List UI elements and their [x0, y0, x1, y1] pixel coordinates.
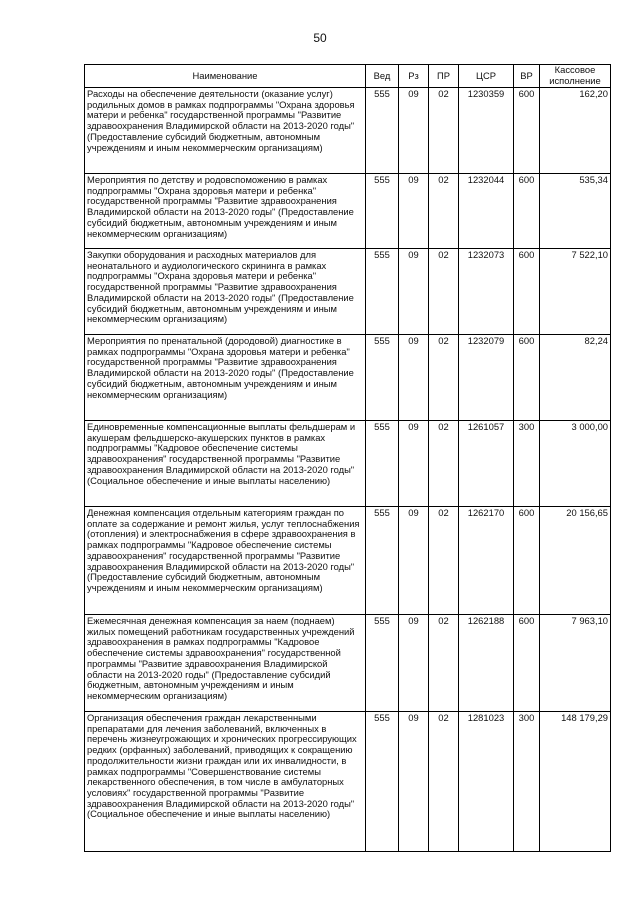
row-csr: 1230359	[459, 88, 514, 174]
row-ved: 555	[366, 335, 399, 421]
row-amount: 7 963,10	[540, 615, 611, 712]
table-row	[85, 335, 611, 421]
row-amount: 148 179,29	[540, 712, 611, 852]
row-vr: 600	[514, 615, 540, 712]
row-ved: 555	[366, 249, 399, 335]
row-name: Мероприятия по пренатальной (дородовой) диагностике в рамках подпрограммы "Охрана здоровья матери и ребенка" государственной программы "Развитие здравоохранения Владимирской области на 2013-2020 годы" (Предоставление субсидий бюджетным, автономным учреждениям и иным некоммерческим организациям)	[85, 335, 366, 421]
row-pr: 02	[429, 615, 459, 712]
row-rz: 09	[399, 615, 429, 712]
header-csr: ЦСР	[459, 65, 514, 88]
row-rz: 09	[399, 421, 429, 507]
row-amount: 20 156,65	[540, 507, 611, 615]
row-rz: 09	[399, 712, 429, 852]
row-name: Организация обеспечения граждан лекарственными препаратами для лечения заболеваний, включенных в перечень жизнеугрожающих и хронических прогрессирующих редких (орфанных) заболеваний, приводящих к сокращению продолжительности жизни граждан или их инвалидности, в рамках подпрограммы "Совершенствование системы лекарственного обеспечения, в том числе в амбулаторных условиях" государственной программы "Развитие здравоохранения Владимирской области на 2013-2020 годы" (Социальное обеспечение и иные выплаты населению)	[85, 712, 366, 852]
row-pr: 02	[429, 507, 459, 615]
row-pr: 02	[429, 712, 459, 852]
table-row	[85, 174, 611, 249]
header-kassovoe: Кассовое исполнение	[540, 65, 611, 88]
header-vr: ВР	[514, 65, 540, 88]
row-vr: 600	[514, 249, 540, 335]
row-pr: 02	[429, 335, 459, 421]
row-csr: 1262170	[459, 507, 514, 615]
row-ved: 555	[366, 615, 399, 712]
row-vr: 300	[514, 421, 540, 507]
row-pr: 02	[429, 174, 459, 249]
row-name: Расходы на обеспечение деятельности (оказание услуг) родильных домов в рамках подпрограммы "Охрана здоровья матери и ребенка" государственной программы "Развитие здравоохранения Владимирской области на 2013-2020 годы" (Предоставление субсидий бюджетным, автономным учреждениям и иным некоммерческим организациям)	[85, 88, 366, 174]
table-row	[85, 507, 611, 615]
row-ved: 555	[366, 174, 399, 249]
table-row	[85, 421, 611, 507]
row-name: Денежная компенсация отдельным категориям граждан по оплате за содержание и ремонт жилья, услуг теплоснабжения (отопления) и электроснабжения в сфере здравоохранения в рамках подпрограммы "Кадровое обеспечение системы здравоохранения" государственной программы "Развитие здравоохранения Владимирской области на 2013-2020 годы" (Предоставление субсидий бюджетным, автономным учреждениям и иным некоммерческим организациям)	[85, 507, 366, 615]
row-amount: 7 522,10	[540, 249, 611, 335]
header-pr: ПР	[429, 65, 459, 88]
row-csr: 1281023	[459, 712, 514, 852]
table-row	[85, 249, 611, 335]
row-csr: 1232079	[459, 335, 514, 421]
row-rz: 09	[399, 88, 429, 174]
table-row	[85, 712, 611, 852]
row-csr: 1262188	[459, 615, 514, 712]
row-amount: 3 000,00	[540, 421, 611, 507]
header-ved: Вед	[366, 65, 399, 88]
table-row	[85, 615, 611, 712]
row-pr: 02	[429, 88, 459, 174]
row-pr: 02	[429, 249, 459, 335]
row-rz: 09	[399, 249, 429, 335]
row-amount: 535,34	[540, 174, 611, 249]
table-header-row	[85, 65, 611, 88]
row-vr: 300	[514, 712, 540, 852]
row-vr: 600	[514, 507, 540, 615]
table-row	[85, 88, 611, 174]
row-name: Мероприятия по детству и родовспоможению в рамках подпрограммы "Охрана здоровья матери и ребенка" государственной программы "Развитие здравоохранения Владимирской области на 2013-2020 годы" (Предоставление субсидий бюджетным, автономным учреждениям и иным некоммерческим организациям)	[85, 174, 366, 249]
row-rz: 09	[399, 507, 429, 615]
row-csr: 1261057	[459, 421, 514, 507]
row-ved: 555	[366, 507, 399, 615]
row-pr: 02	[429, 421, 459, 507]
budget-table	[84, 64, 611, 852]
header-rz: Рз	[399, 65, 429, 88]
row-name: Закупки оборудования и расходных материалов для неонатального и аудиологического скрининга в рамках подпрограммы "Охрана здоровья матери и ребенка" государственной программы "Развитие здравоохранения Владимирской области на 2013-2020 годы" (Предоставление субсидий бюджетным, автономным учреждениям и иным некоммерческим организациям)	[85, 249, 366, 335]
row-csr: 1232044	[459, 174, 514, 249]
row-amount: 82,24	[540, 335, 611, 421]
row-vr: 600	[514, 335, 540, 421]
page-number: 50	[313, 31, 327, 45]
row-name: Единовременные компенсационные выплаты фельдшерам и акушерам фельдшерско-акушерских пунктов в рамках подпрограммы "Кадровое обеспечение системы здравоохранения" государственной программы "Развитие здравоохранения Владимирской области на 2013-2020 годы" (Социальное обеспечение и иные выплаты населению)	[85, 421, 366, 507]
row-amount: 162,20	[540, 88, 611, 174]
row-rz: 09	[399, 335, 429, 421]
row-ved: 555	[366, 421, 399, 507]
row-ved: 555	[366, 712, 399, 852]
row-ved: 555	[366, 88, 399, 174]
row-vr: 600	[514, 174, 540, 249]
header-name: Наименование	[85, 65, 366, 88]
row-vr: 600	[514, 88, 540, 174]
row-csr: 1232073	[459, 249, 514, 335]
row-rz: 09	[399, 174, 429, 249]
row-name: Ежемесячная денежная компенсация за наем (поднаем) жилых помещений работникам государственных учреждений здравоохранения в рамках подпрограммы "Кадровое обеспечение системы здравоохранения" государственной программы "Развитие здравоохранения Владимирской области на 2013-2020 годы" (Предоставление субсидий бюджетным, автономным учреждениям и иным некоммерческим организациям)	[85, 615, 366, 712]
